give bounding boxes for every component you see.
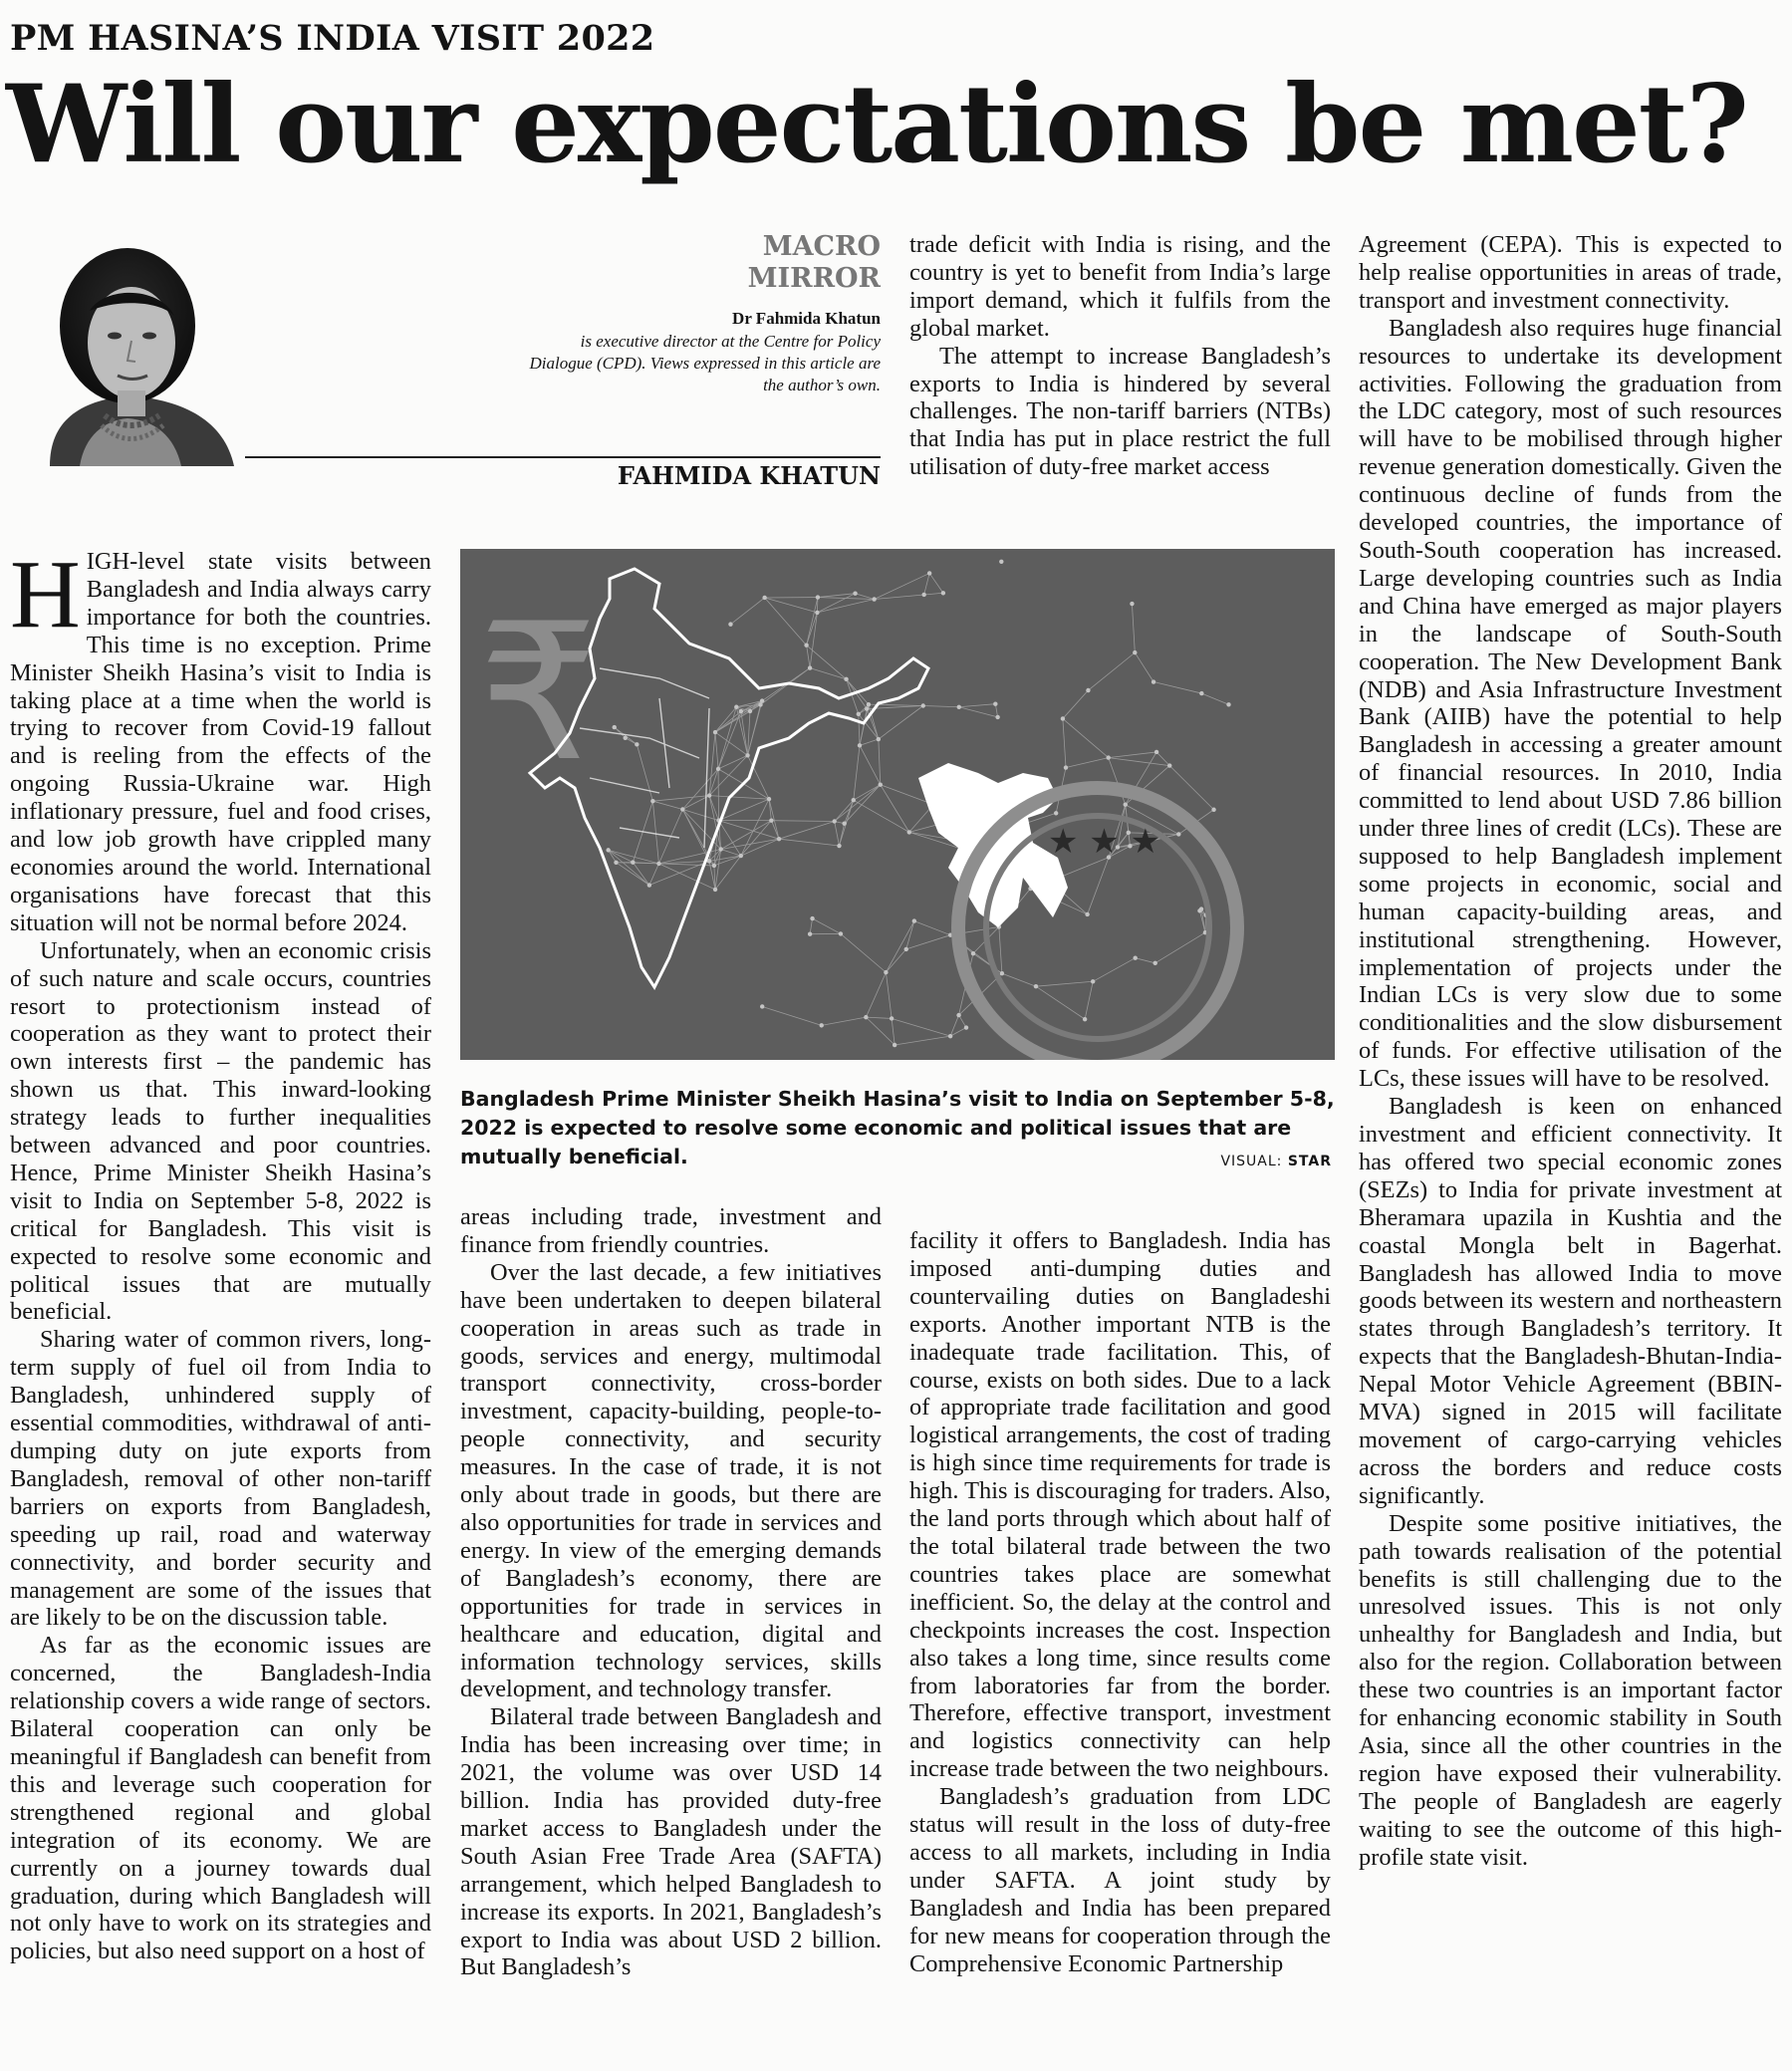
network-node	[1226, 702, 1230, 706]
network-node	[1034, 984, 1038, 988]
network-node	[1054, 811, 1058, 815]
network-node	[1199, 691, 1203, 695]
network-node	[927, 571, 931, 575]
network-node	[907, 830, 911, 834]
network-node	[993, 701, 997, 705]
network-node	[890, 1016, 894, 1020]
network-node	[635, 742, 639, 746]
network-node	[707, 859, 711, 863]
network-node	[904, 947, 908, 951]
network-node	[879, 782, 883, 786]
article-paragraph: Despite some positive initiatives, the path towards realisation of the potential benefits is still challenging due to the unresolved issues. This is not only unhealthy for Bangladesh and India, but also for the region. Collaboration between these two countries is an important factor for enhancing economic stability in South Asia, since all the other countries in the region have exposed their vulnerability. The people of Bangladesh are eagerly waiting to see the outcome of this high-profile state visit.	[1359, 1509, 1782, 1871]
network-node	[716, 767, 720, 771]
network-node	[804, 644, 808, 647]
rupee-icon: ₹	[478, 583, 599, 803]
article-paragraph: Bangladesh also requires huge financial resources to undertake its development activities. Following the graduation from the LDC category, most of such resources will have to be mobilised through higher revenue generation domestically. Given the continuous decline of funds from the developed countries, the importance of South-South cooperation has increased. Large developing countries such as India and China have emerged as major players in the landscape of South-South cooperation. The New Development Bank (NDB) and Asia Infrastructure Investment Bank (AIIB) have the potential to help Bangladesh in accessing a greater amount of financial resources. In 2010, India committed to lend about USD 7.86 billion under three lines of credit (LCs). These are supposed to help Bangladesh implement some projects in economic, social and human capacity-building areas, and institutional strengthening. However, implementation of projects under the Indian LCs is very slow due to some conditionalities and the slow disbursement of funds. For effective utilisation of the LCs, these issues will have to be resolved.	[1359, 314, 1782, 1093]
network-node	[650, 799, 654, 803]
article-paragraph: Sharing water of common rivers, long-term supply of fuel oil from India to Bangladesh, unhindered supply of essential commodities, withdrawal of anti-dumping duty on jute exports from Bangladesh, removal of other non-tariff barriers on exports from Bangladesh, speeding up rail, road and waterway connectivity, and border security and management are some of the issues that are likely to be on the discussion table.	[10, 1326, 431, 1632]
network-node	[762, 596, 766, 600]
article-paragraph: Unfortunately, when an economic crisis of such nature and scale occurs, countries resort to protectionism instead of cooperation as they want to protect their own interests first – the pandemic has shown us that. This inward-looking strategy leads to further inequalities between advanced and poor countries. Hence, Prime Minister Sheikh Hasina’s visit to India on September 5-8, 2022 is critical for Bangladesh. This visit is expected to resolve some economic and political issues that are mutually beneficial.	[10, 936, 431, 1326]
network-node	[995, 715, 999, 719]
network-node	[865, 706, 869, 710]
network-node	[1167, 763, 1171, 767]
article-paragraph: The attempt to increase Bangladesh’s exports to India is hindered by several challenges. The non-tariff barriers (NTBs) that India has put in place restrict the full utilisation of duty-free market access	[909, 342, 1331, 481]
network-node	[614, 861, 618, 865]
network-node	[1154, 750, 1158, 754]
article-paragraph: Bilateral trade between Bangladesh and India has been increasing over time; in 2021, the volume was over USD 14 billion. India has provided duty-free market access to Bangladesh under the South Asian Free Trade Area (SAFTA) arrangement, which helped Bangladesh to increase its exports. In 2021, Bangladesh’s export to India was about USD 2 billion. But Bangladesh’s	[460, 1703, 882, 1981]
network-node	[893, 1043, 896, 1047]
author-name-short: Dr Fahmida Khatun	[732, 309, 881, 328]
network-node	[728, 622, 732, 626]
network-node	[647, 883, 651, 887]
visual-credit-source: STAR	[1287, 1154, 1332, 1169]
network-node	[767, 797, 771, 801]
network-node	[713, 730, 717, 734]
network-node	[745, 753, 749, 757]
network-node	[877, 737, 881, 741]
article-column-4	[1359, 231, 1782, 2069]
network-node	[810, 916, 814, 920]
headline: Will our expectations be met?	[6, 62, 1747, 187]
network-node	[999, 560, 1003, 564]
network-node	[957, 705, 961, 709]
network-node	[1211, 808, 1215, 812]
network-node	[844, 677, 848, 681]
dropcap: H	[10, 548, 81, 648]
network-node	[624, 736, 628, 740]
visual-caption: Bangladesh Prime Minister Sheikh Hasina’s visit to India on September 5-8, 2022 is expected to resolve some economic and political issues that are mutually beneficial.	[460, 1087, 1335, 1168]
network-node	[832, 819, 836, 823]
network-node	[1133, 955, 1137, 959]
network-node	[808, 931, 812, 935]
network-node	[941, 591, 945, 595]
network-node	[837, 844, 841, 848]
network-node	[1086, 688, 1090, 692]
network-node	[815, 611, 819, 615]
network-node	[1085, 912, 1089, 916]
article-paragraph: Bangladesh’s graduation from LDC status will result in the loss of duty-free access to all markets, including in India under SAFTA. A joint study by Bangladesh and India has been prepared for new means for cooperation through the Comprehensive Economic Partnership	[909, 1783, 1331, 1977]
network-node	[1106, 755, 1110, 759]
network-node	[872, 597, 876, 601]
network-node	[748, 709, 752, 713]
network-node	[1064, 765, 1068, 769]
network-node	[1061, 716, 1065, 720]
column-label-line2: MIRROR	[747, 263, 881, 294]
network-node	[912, 918, 916, 922]
author-name: FAHMIDA KHATUN	[617, 461, 881, 490]
column-label-line1: MACRO	[762, 231, 881, 262]
author-description: is executive director at the Centre for Policy Dialogue (CPD). Views expressed in this article are the author’s own.	[529, 332, 881, 394]
network-node	[1152, 679, 1155, 683]
network-node	[1091, 979, 1095, 983]
article-paragraph: facility it offers to Bangladesh. India has imposed anti-dumping duties and countervailing duties on Bangladeshi exports. Another important NTB is the inadequate trade facilitation. This, of course, exists on both sides. Due to a lack of appropriate trade facilitation and good logistical arrangements, the cost of trading is high since time requirements for trade is high. This is discouraging for traders. Also, the land ports through which about half of the total bilateral trade between the two countries takes place are somewhat inefficient. So, the delay at the control and checkpoints increases the cost. Inspection also takes a long time, since results come from laboratories far from the border. Therefore, effective transport, investment and logistics connectivity can help increase trade between the two neighbours.	[909, 1227, 1331, 1783]
network-node	[712, 864, 716, 868]
network-node	[680, 807, 684, 811]
network-node	[631, 860, 635, 864]
network-node	[713, 888, 717, 892]
visual-credit-label: VISUAL:	[1220, 1154, 1283, 1169]
article-column-3-top	[909, 231, 1331, 520]
article-paragraph: trade deficit with India is rising, and the country is yet to benefit from India’s large import demand, which it fulfils from the global market.	[909, 231, 1331, 342]
network-node	[760, 1004, 764, 1008]
network-node	[864, 1015, 868, 1019]
article-paragraph: Over the last decade, a few initiatives have been undertaken to deepen bilateral cooperation in areas such as trade in goods, services and energy, multimodal transport connectivity, cross-border investment, capacity-building, people-to-people connectivity, and security measures. In the case of trade, it is not only about trade in goods, but there are also opportunities for trade in services and energy. In view of the emerging demands of Bangladesh’s economy, there are opportunities for trade in services in healthcare and education, digital and information technology services, skills development, and technology transfer.	[460, 1258, 882, 1703]
network-graphic	[460, 549, 1335, 1060]
network-node	[739, 854, 743, 858]
network-node	[656, 862, 660, 866]
author-photo	[10, 231, 249, 466]
network-node	[734, 705, 738, 709]
network-node	[718, 847, 722, 851]
network-node	[1153, 961, 1157, 965]
network-node	[853, 592, 857, 596]
emblem-stars: ★ ★ ★	[1048, 822, 1161, 862]
article-paragraph: HIGH-level state visits between Bangladesh and India always carry importance for both the countries. This time is no exception. Prime Minister Sheikh Hasina’s visit to India is taking place at a time when the world is trying to recover from Covid-19 fallout and is reeling from the effects of the ongoing Russia-Ukraine war. High inflationary pressure, fuel and food crises, and low job growth have crippled many economies around the world. International organisations have forecast that this situation will not be normal before 2024.	[10, 548, 431, 936]
network-node	[948, 1034, 952, 1038]
network-node	[707, 793, 711, 797]
network-node	[921, 703, 925, 707]
network-node	[1176, 832, 1180, 836]
network-node	[971, 951, 975, 955]
network-node	[842, 821, 846, 825]
network-node	[769, 818, 773, 822]
network-node	[867, 702, 871, 706]
network-node	[857, 712, 861, 716]
network-node	[1133, 650, 1137, 654]
network-node	[613, 725, 617, 729]
network-node	[839, 931, 843, 935]
article-paragraph: Agreement (CEPA). This is expected to help realise opportunities in areas of trade, transport and investment connectivity.	[1359, 231, 1782, 314]
author-divider	[245, 456, 881, 458]
article-paragraph: Bangladesh is keen on enhanced investment and efficient connectivity. It has offered two special economic zones (SEZs) to India for private investment at Bheramara upazila in Kushtia and the coastal Mongla belt in Bagerhat. Bangladesh has allowed India to move goods between its western and northeastern states through Bangladesh’s territory. It expects that the Bangladesh-Bhutan-India-Nepal Motor Vehicle Agreement (BBIN-MVA) signed in 2015 will facilitate movement of cargo-carrying vehicles across the borders and reduce costs significantly.	[1359, 1093, 1782, 1509]
network-node	[820, 1023, 824, 1027]
article-column-3-bottom	[909, 1227, 1331, 2070]
article-paragraph: areas including trade, investment and finance from friendly countries.	[460, 1203, 882, 1258]
visual-credit	[1220, 1154, 1332, 1169]
network-node	[858, 743, 862, 747]
column-label	[748, 231, 881, 295]
network-node	[956, 1013, 960, 1017]
article-paragraph: As far as the economic issues are concerned, the Bangladesh-India relationship covers a wide range of sectors. Bilateral cooperation can only be meaningful if Bangladesh can benefit from this and leverage such cooperation for strengthened regional and global integration of its economy. We are currently on a journey towards dual graduation, during which Bangladesh will not only have to work on its strategies and policies, but also need support on a host of	[10, 1632, 431, 1965]
network-node	[739, 709, 743, 713]
kicker: PM HASINA’S INDIA VISIT 2022	[10, 18, 655, 59]
article-column-1	[10, 548, 431, 2067]
network-node	[1000, 971, 1004, 975]
network-node	[921, 593, 925, 597]
network-node	[1130, 602, 1134, 606]
network-node	[964, 1025, 968, 1029]
network-node	[852, 798, 856, 802]
network-node	[1083, 1017, 1087, 1021]
network-node	[777, 837, 781, 841]
network-node	[816, 595, 820, 599]
network-node	[606, 848, 610, 852]
network-node	[760, 698, 764, 702]
article-visual	[460, 549, 1335, 1060]
network-node	[758, 702, 762, 706]
network-node	[808, 665, 812, 669]
article-column-2	[460, 1203, 882, 2070]
network-node	[884, 970, 888, 974]
network-node	[1124, 803, 1128, 807]
network-node	[1199, 906, 1203, 910]
